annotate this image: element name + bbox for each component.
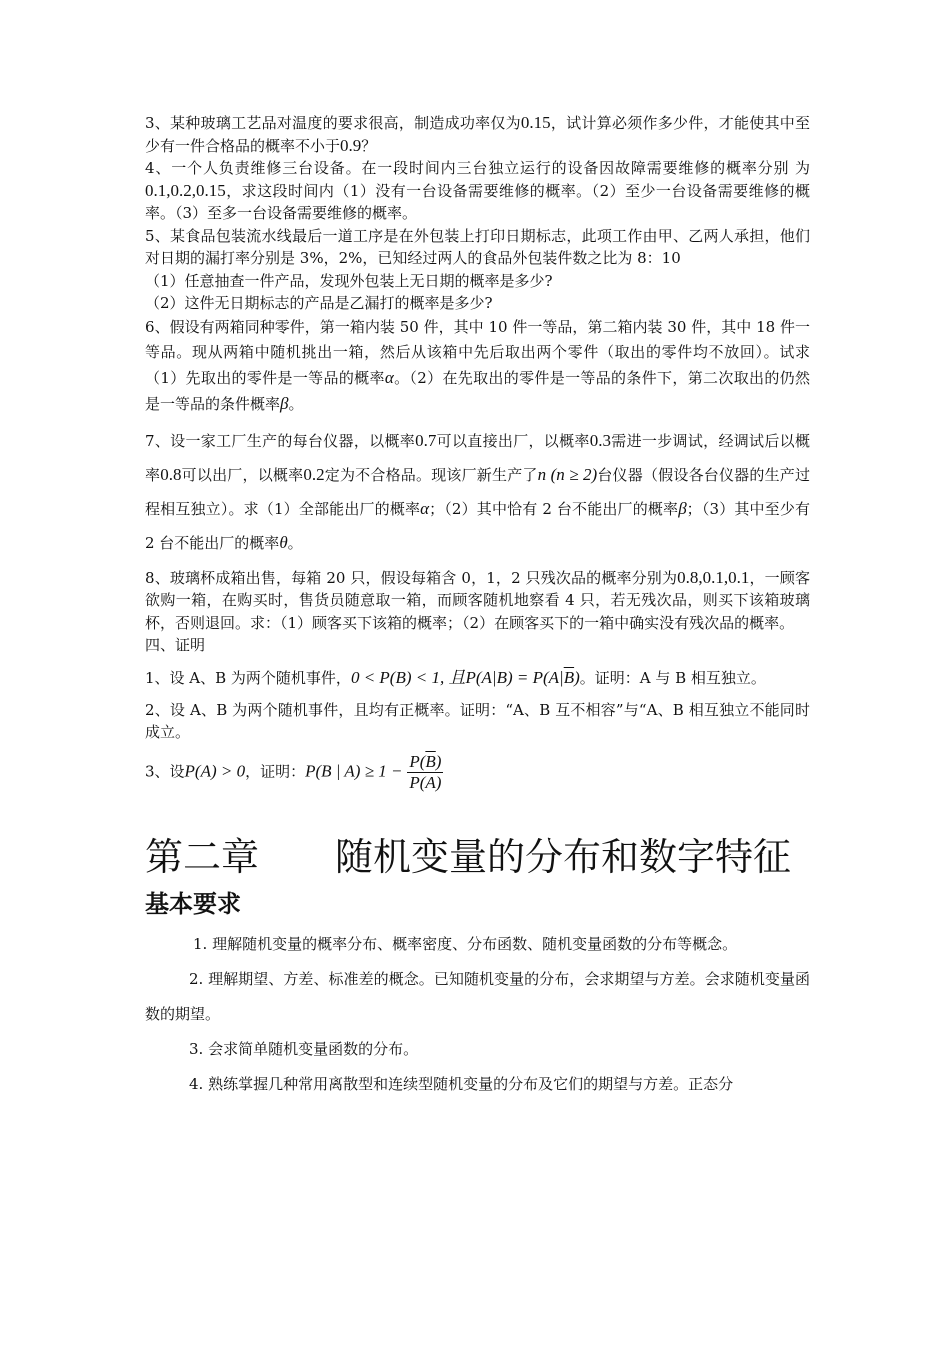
problem-3-text-3: ？	[361, 136, 377, 155]
chapter-name: 随机变量的分布和数字特征	[335, 834, 792, 879]
proof-3-text-2: ，证明：	[245, 762, 306, 780]
proof-1-formula: 0 < P(B) < 1, 且P(A|B) = P(A|	[350, 667, 564, 687]
proof-1-text-2: 。证明：A 与 B 相互独立。	[579, 668, 766, 687]
problem-3-value-2: 0.9	[340, 135, 362, 155]
problem-7-text-3: 需进一步调试，经调试后以概率	[145, 431, 810, 484]
problem-4-text-2: ，求这段时间内（1）没有一台设备需要维修的概率。（2）至少一台设备需要维修的概率。（3）至多一台设备需要维修的概率。	[145, 181, 810, 222]
problem-7-text-8: ；（3）其中至少有 2 台不能出厂的概率	[145, 499, 811, 552]
requirement-1: 1. 理解随机变量的概率分布、概率密度、分布函数、随机变量函数的分布等概念。	[193, 934, 738, 953]
proof-heading: 四、证明	[145, 636, 206, 654]
problem-5-question-1: （1）任意抽查一件产品，发现外包装上无日期的概率是多少?	[145, 271, 553, 290]
problem-7-text-9: 。	[287, 533, 303, 552]
requirement-2: 2. 理解期望、方差、标准差的概念。已知随机变量的分布，会求期望与方差。会求随机变量函数的期望。	[145, 969, 810, 1023]
proof-1-text: 1、设 A、B 为两个随机事件，	[145, 668, 351, 687]
proof-1-formula-close: )	[574, 667, 580, 687]
numerator-p: P(	[409, 751, 426, 771]
problem-7-value-1: 0.7	[415, 430, 437, 450]
document-page	[145, 112, 810, 1102]
theta-symbol: θ	[279, 532, 288, 552]
numerator-close: )	[435, 751, 442, 771]
problem-5: 5、某食品包装流水线最后一道工序是在外包装上打印日期标志，此项工作由甲、乙两人承担，他们对日期的漏打率分别是 3%，2%，已知经过两人的食品外包装件数之比为 8：10	[145, 226, 810, 267]
problem-8-text-2: ，一顾客欲购一箱，在购买时，售货员随意取一箱，而顾客随机地察看 4 只，若无残次品，则买下该箱玻璃杯，否则退回。求：（1）顾客买下该箱的概率；（2）在顾客买下的一箱中确实没有残次品的概率。	[145, 568, 810, 632]
problem-3-text-2: ，试计算必须作多少件，才能使其中至少有一件合格品的概率不小于	[145, 114, 810, 155]
chapter-number: 第二章	[145, 834, 260, 879]
alpha-symbol: α	[420, 498, 430, 518]
problem-7-text-4: 可以出厂，以概率	[181, 465, 304, 484]
section-heading: 基本要求	[145, 889, 241, 918]
problem-4-text: 4、一个人负责维修三台设备。在一段时间内三台独立运行的设备因故障需要维修的概率分别 为	[145, 159, 810, 177]
problem-5-question-2: （2）这件无日期标志的产品是乙漏打的概率是多少?	[145, 294, 493, 312]
problem-7-value-2: 0.3	[589, 430, 611, 450]
proof-3-condition: P(A) > 0	[184, 761, 246, 780]
problem-3-value-1: 0.15	[520, 113, 551, 132]
problem-6-text-3: 。	[288, 394, 304, 413]
problem-6-text: 6、假设有两箱同种零件，第一箱内装 50 件，其中 10 件一等品，第二箱内装 30 件，其中 18 件一等品。现从两箱中随机挑出一箱，然后从该箱中先后取出两个零件（取出的零件均不放回）。试求（1）先取出的零件是一等品的概率	[145, 317, 810, 387]
problem-7-text: 7、设一家工厂生产的每台仪器，以概率	[145, 431, 416, 450]
numerator-b-complement: $\overline{B}$	[425, 751, 436, 771]
fraction-numerator	[407, 752, 443, 773]
proof-1	[145, 664, 810, 692]
problem-4	[145, 157, 810, 225]
beta-symbol: β	[678, 498, 687, 518]
requirement-4: 4. 熟练掌握几种常用离散型和连续型随机变量的分布及它们的期望与方差。正态分	[189, 1074, 734, 1093]
beta-symbol: β	[280, 393, 289, 413]
fraction-denominator: P(A)	[409, 772, 442, 792]
problem-7-text-5: 定为不合格品。现该厂新生产了	[324, 465, 538, 484]
proof-2: 2、设 A、B 为两个随机事件，且均有正概率。证明：“A、B 互不相容”与“A、B 相互独立不能同时成立。	[145, 700, 810, 741]
problem-7	[145, 424, 810, 560]
proof-1-b-complement: $\overline{B}$	[563, 667, 575, 687]
problem-8-values: 0.8,0.1,0.1	[677, 567, 750, 587]
problem-7-value-4: 0.2	[303, 464, 325, 484]
problem-6-text-2: 。（2）在先取出的零件是一等品的条件下，第二次取出的仍然是一等品的条件概率	[145, 368, 811, 413]
problem-7-text-2: 可以直接出厂，以概率	[436, 431, 590, 450]
proof-3	[145, 752, 810, 793]
problem-8-text: 8、玻璃杯成箱出售，每箱 20 只，假设每箱含 0，1，2 只残次品的概率分别为	[145, 568, 678, 587]
alpha-symbol: α	[384, 367, 394, 387]
problem-7-value-3: 0.8	[160, 464, 182, 484]
problem-4-values: 0.1,0.2,0.15	[145, 180, 226, 200]
proof-3-fraction	[407, 752, 443, 793]
proof-3-text: 3、设	[145, 762, 185, 780]
requirement-3: 3. 会求简单随机变量函数的分布。	[189, 1039, 419, 1058]
problem-7-text-7: ；（2）其中恰有 2 台不能出厂的概率	[429, 499, 679, 518]
problem-3-text: 3、某种玻璃工艺品对温度的要求很高，制造成功率仅为	[145, 114, 521, 132]
problem-7-n-expression: n (n ≥ 2)	[537, 464, 598, 484]
problem-6	[145, 315, 810, 417]
problem-3	[145, 112, 810, 157]
proof-3-inequality: P(B | A) ≥ 1 −	[305, 761, 403, 780]
problem-7-text-6: 台仪器（假设各台仪器的生产过程相互独立）。求（1）全部能出厂的概率	[145, 465, 810, 518]
chapter-title	[145, 833, 810, 881]
problem-8	[145, 567, 810, 635]
